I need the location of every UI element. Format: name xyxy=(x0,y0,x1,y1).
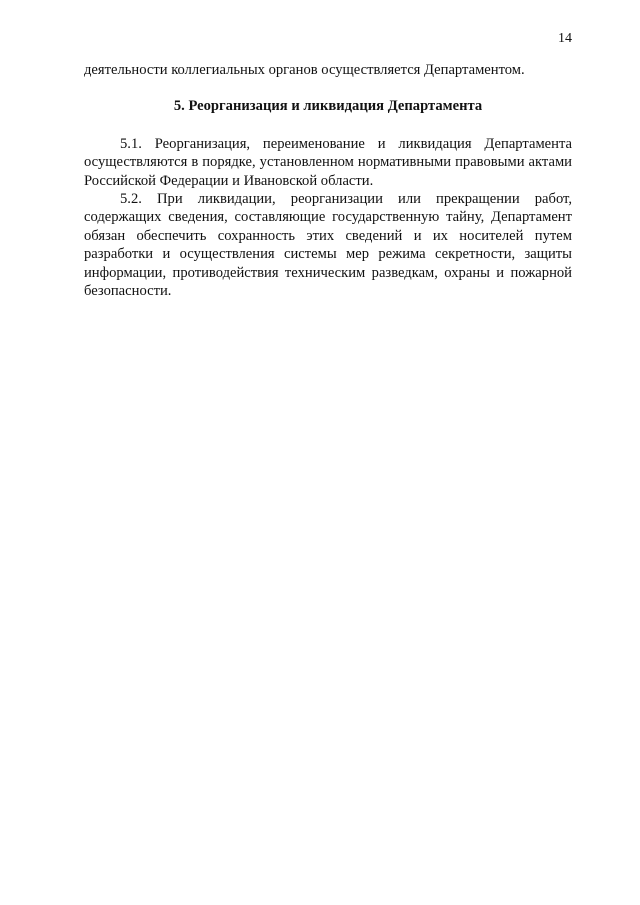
page-number: 14 xyxy=(558,31,572,46)
paragraph-5-1: 5.1. Реорганизация, переименование и ликвидация Департамента осуществляются в порядке, установленном нормативными правовыми актами Российской Федерации и Ивановской области. xyxy=(84,135,572,189)
paragraph-5-2: 5.2. При ликвидации, реорганизации или прекращении работ, содержащих сведения, составляющие государственную тайну, Департамент обязан обеспечить сохранность этих сведений и их носителей путем разработки и осуществления системы мер режима секретности, защиты информации, противодействия техническим разведкам, охраны и пожарной безопасности. xyxy=(84,191,572,300)
document-body xyxy=(84,61,572,300)
continuation-text: деятельности коллегиальных органов осуществляется Департаментом. xyxy=(84,62,525,78)
section-heading: 5. Реорганизация и ликвидация Департамента xyxy=(173,98,483,115)
